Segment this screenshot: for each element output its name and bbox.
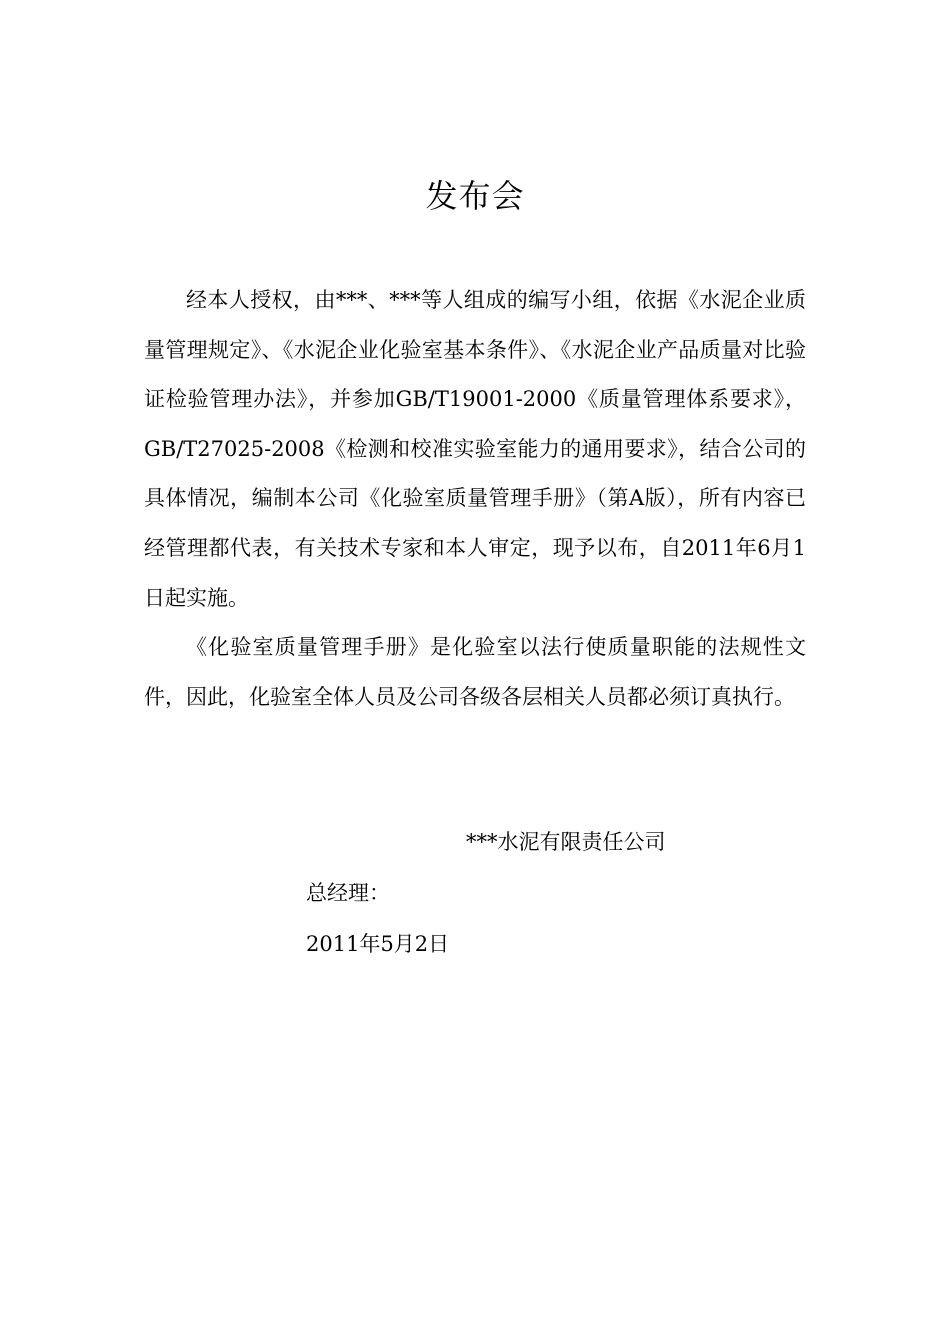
signature-manager-label: 总经理： — [306, 881, 390, 905]
signature-date: 2011年5月2日 — [306, 932, 450, 956]
paragraph-compliance: 《化验室质量管理手册》是化验室以法行使质量职能的法规性文件，因此，化验室全体人员及公司各级各层相关人员都必须订真执行。 — [144, 635, 806, 709]
document-body — [144, 276, 806, 722]
paragraph-authorization: 经本人授权，由***、***等人组成的编写小组，依据《水泥企业质量管理规定》、《水泥企业化验室基本条件》、《水泥企业产品质量对比验证检验管理办法》，并参加GB/T19001-2000《质量管理体系要求》，GB/T27025-2008《检测和校准实验室能力的通用要求》，结合公司的具体情况，编制本公司《化验室质量管理手册》（第A版），所有内容已经管理都代表，有关技术专家和本人审定，现予以布，自2011年6月1日起实施。 — [144, 288, 806, 610]
signature-company: ***水泥有限责任公司 — [466, 830, 666, 854]
document-title: 发布会 — [425, 177, 525, 215]
